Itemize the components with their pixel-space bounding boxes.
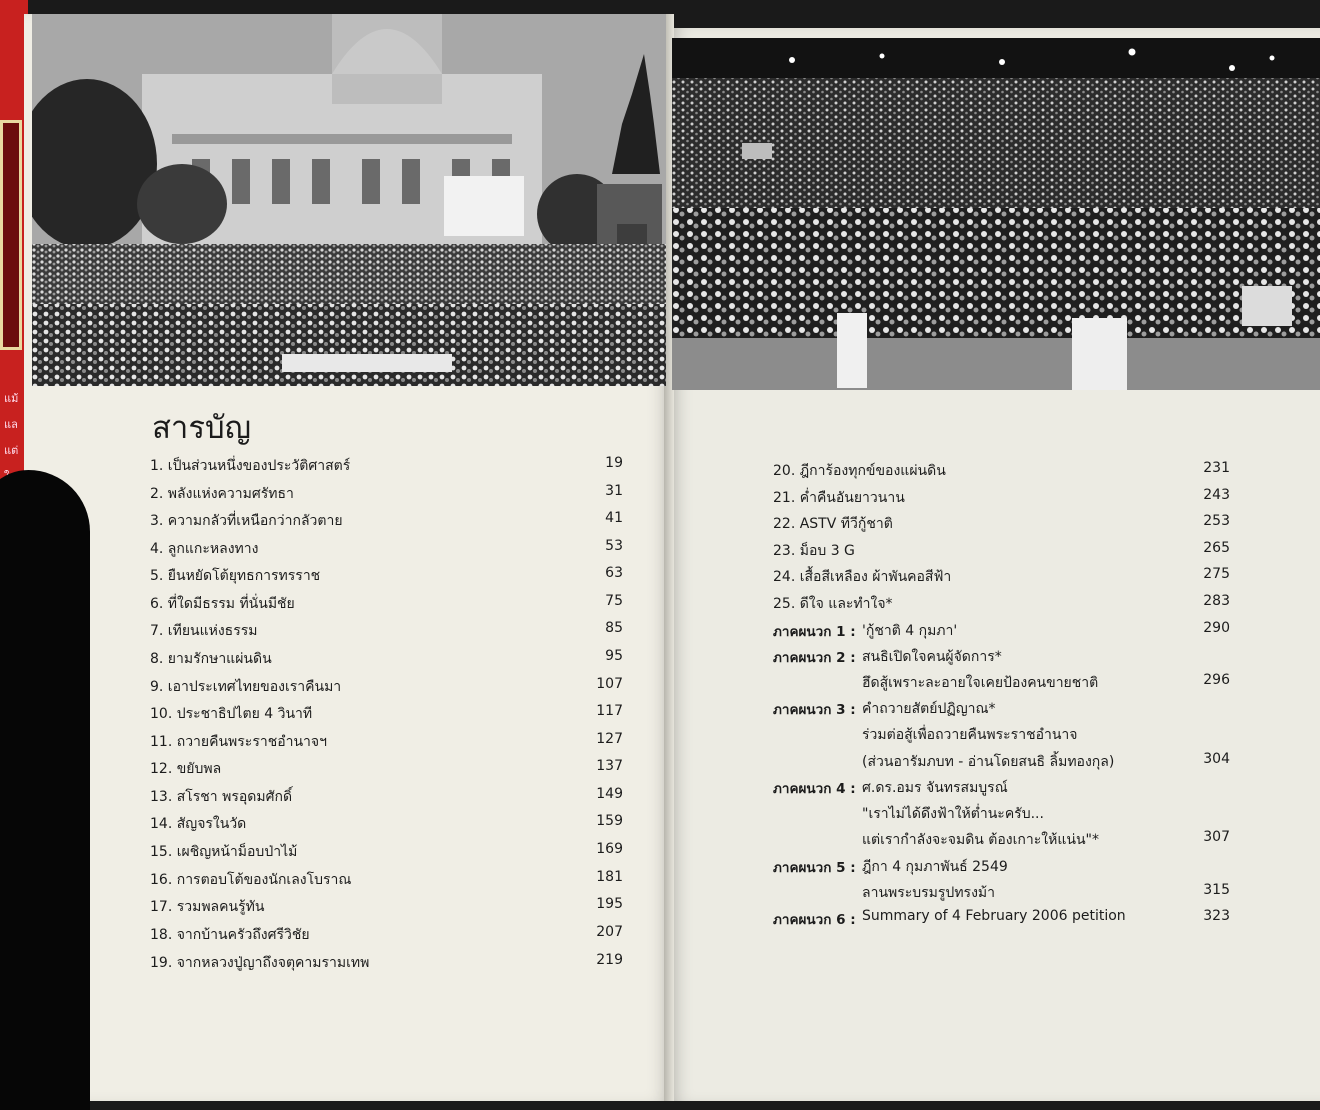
toc-page-number: 63: [605, 565, 623, 581]
toc-page-number: 95: [605, 648, 623, 664]
toc-page-number: 283: [1203, 593, 1230, 609]
toc-page-number: 219: [596, 952, 623, 968]
toc-page-number: 159: [596, 813, 623, 829]
appendix-title: ลานพระบรมรูปทรงม้า: [862, 885, 995, 901]
toc-entry: 7. เทียนแห่งธรรม: [150, 623, 258, 639]
appendix-title: สนธิเปิดใจคนผู้จัดการ*: [862, 649, 1002, 665]
toc-entry: 18. จากบ้านครัวถึงศรีวิชัย: [150, 927, 310, 943]
toc-page-number: 107: [596, 676, 623, 692]
toc-page-number: 19: [605, 455, 623, 471]
appendix-label: ภาคผนวก 4 :: [773, 781, 856, 797]
toc-entry: 10. ประชาธิปไตย 4 วินาที: [150, 706, 313, 722]
toc-page-number: 253: [1203, 513, 1230, 529]
toc-page-number: 307: [1203, 829, 1230, 845]
toc-entry: 19. จากหลวงปู่ญาถึงจตุคามรามเทพ: [150, 955, 370, 971]
cover-text-fragment: แม้: [4, 392, 19, 405]
toc-page-number: 265: [1203, 540, 1230, 556]
appendix-title: "เราไม่ได้ดึงฟ้าให้ต่ำนะครับ...: [862, 806, 1044, 822]
toc-entry: 17. รวมพลคนรู้ทัน: [150, 899, 265, 915]
toc-entry: 14. สัญจรในวัด: [150, 816, 247, 832]
toc-entry: 2. พลังแห่งความศรัทธา: [150, 486, 294, 502]
appendix-label: ภาคผนวก 2 :: [773, 650, 856, 666]
appendix-label: ภาคผนวก 5 :: [773, 860, 856, 876]
toc-page-number: 231: [1203, 460, 1230, 476]
cover-text-fragment: แล: [4, 418, 18, 431]
toc-entry: 25. ดีใจ และทำใจ*: [773, 596, 893, 612]
appendix-title: ฎีกา 4 กุมภาพันธ์ 2549: [862, 859, 1008, 875]
toc-page-number: 85: [605, 620, 623, 636]
appendix-title: คำถวายสัตย์ปฏิญาณ*: [862, 701, 996, 717]
toc-entry: 21. ค่ำคืนอันยาวนาน: [773, 490, 905, 506]
toc-page-number: 137: [596, 758, 623, 774]
toc-entry: 13. สโรชา พรอุดมศักดิ์: [150, 789, 293, 805]
appendix-label: ภาคผนวก 6 :: [773, 912, 856, 928]
toc-page-number: 296: [1203, 672, 1230, 688]
appendix-label: ภาคผนวก 3 :: [773, 702, 856, 718]
toc-page-number: 149: [596, 786, 623, 802]
toc-page-number: 31: [605, 483, 623, 499]
toc-page-number: 304: [1203, 751, 1230, 767]
toc-entry: 11. ถวายคืนพระราชอำนาจฯ: [150, 734, 327, 750]
toc-page-number: 323: [1203, 908, 1230, 924]
toc-page-number: 181: [596, 869, 623, 885]
toc-entry: 5. ยืนหยัดโต้ยุทธการทรราช: [150, 568, 321, 584]
toc-entry: 16. การตอบโต้ของนักเลงโบราณ: [150, 872, 352, 888]
toc-page-number: 195: [596, 896, 623, 912]
toc-entry: 4. ลูกแกะหลงทาง: [150, 541, 259, 557]
toc-entry: 15. เผชิญหน้าม็อบป่าไม้: [150, 844, 298, 860]
toc-page-number: 315: [1203, 882, 1230, 898]
toc-page-number: 75: [605, 593, 623, 609]
toc-title: สารบัญ: [152, 410, 252, 446]
toc-entry: 8. ยามรักษาแผ่นดิน: [150, 651, 272, 667]
toc-page-number: 290: [1203, 620, 1230, 636]
toc-entry: 24. เสื้อสีเหลือง ผ้าพันคอสีฟ้า: [773, 569, 952, 585]
toc-entry: 9. เอาประเทศไทยของเราคืนมา: [150, 679, 342, 695]
toc-entry: 3. ความกลัวที่เหนือกว่ากลัวตาย: [150, 513, 343, 529]
toc-page-number: 41: [605, 510, 623, 526]
toc-entry: 20. ฎีการ้องทุกข์ของแผ่นดิน: [773, 463, 946, 479]
appendix-title: ศ.ดร.อมร จันทรสมบูรณ์: [862, 780, 1008, 796]
toc-page-number: 275: [1203, 566, 1230, 582]
toc-page-number: 169: [596, 841, 623, 857]
toc-entry: 6. ที่ใดมีธรรม ที่นั่นมีชัย: [150, 596, 295, 612]
appendix-title: ร่วมต่อสู้เพื่อถวายคืนพระราชอำนาจ: [862, 727, 1078, 743]
appendix-title: 'กู้ชาติ 4 กุมภา': [862, 623, 958, 639]
toc-entry: 1. เป็นส่วนหนึ่งของประวัติศาสตร์: [150, 458, 351, 474]
toc-page-number: 127: [596, 731, 623, 747]
cover-text-fragment: แต่: [4, 444, 19, 457]
toc-page-number: 243: [1203, 487, 1230, 503]
appendix-label: ภาคผนวก 1 :: [773, 624, 856, 640]
toc-page-number: 53: [605, 538, 623, 554]
toc-page-number: 207: [596, 924, 623, 940]
toc-entry: 12. ขยับพล: [150, 761, 222, 777]
appendix-title: Summary of 4 February 2006 petition: [862, 908, 1126, 924]
appendix-title: ฮึดสู้เพราะละอายใจเคยป้องคนขายชาติ: [862, 675, 1099, 691]
toc-entry: 23. ม็อบ 3 G: [773, 543, 855, 559]
appendix-title: แต่เรากำลังจะจมดิน ต้องเกาะให้แน่น"*: [862, 832, 1099, 848]
appendix-title: (ส่วนอารัมภบท - อ่านโดยสนธิ ลิ้มทองกุล): [862, 754, 1115, 770]
toc-page-number: 117: [596, 703, 623, 719]
toc-entry: 22. ASTV ทีวีกู้ชาติ: [773, 516, 893, 532]
